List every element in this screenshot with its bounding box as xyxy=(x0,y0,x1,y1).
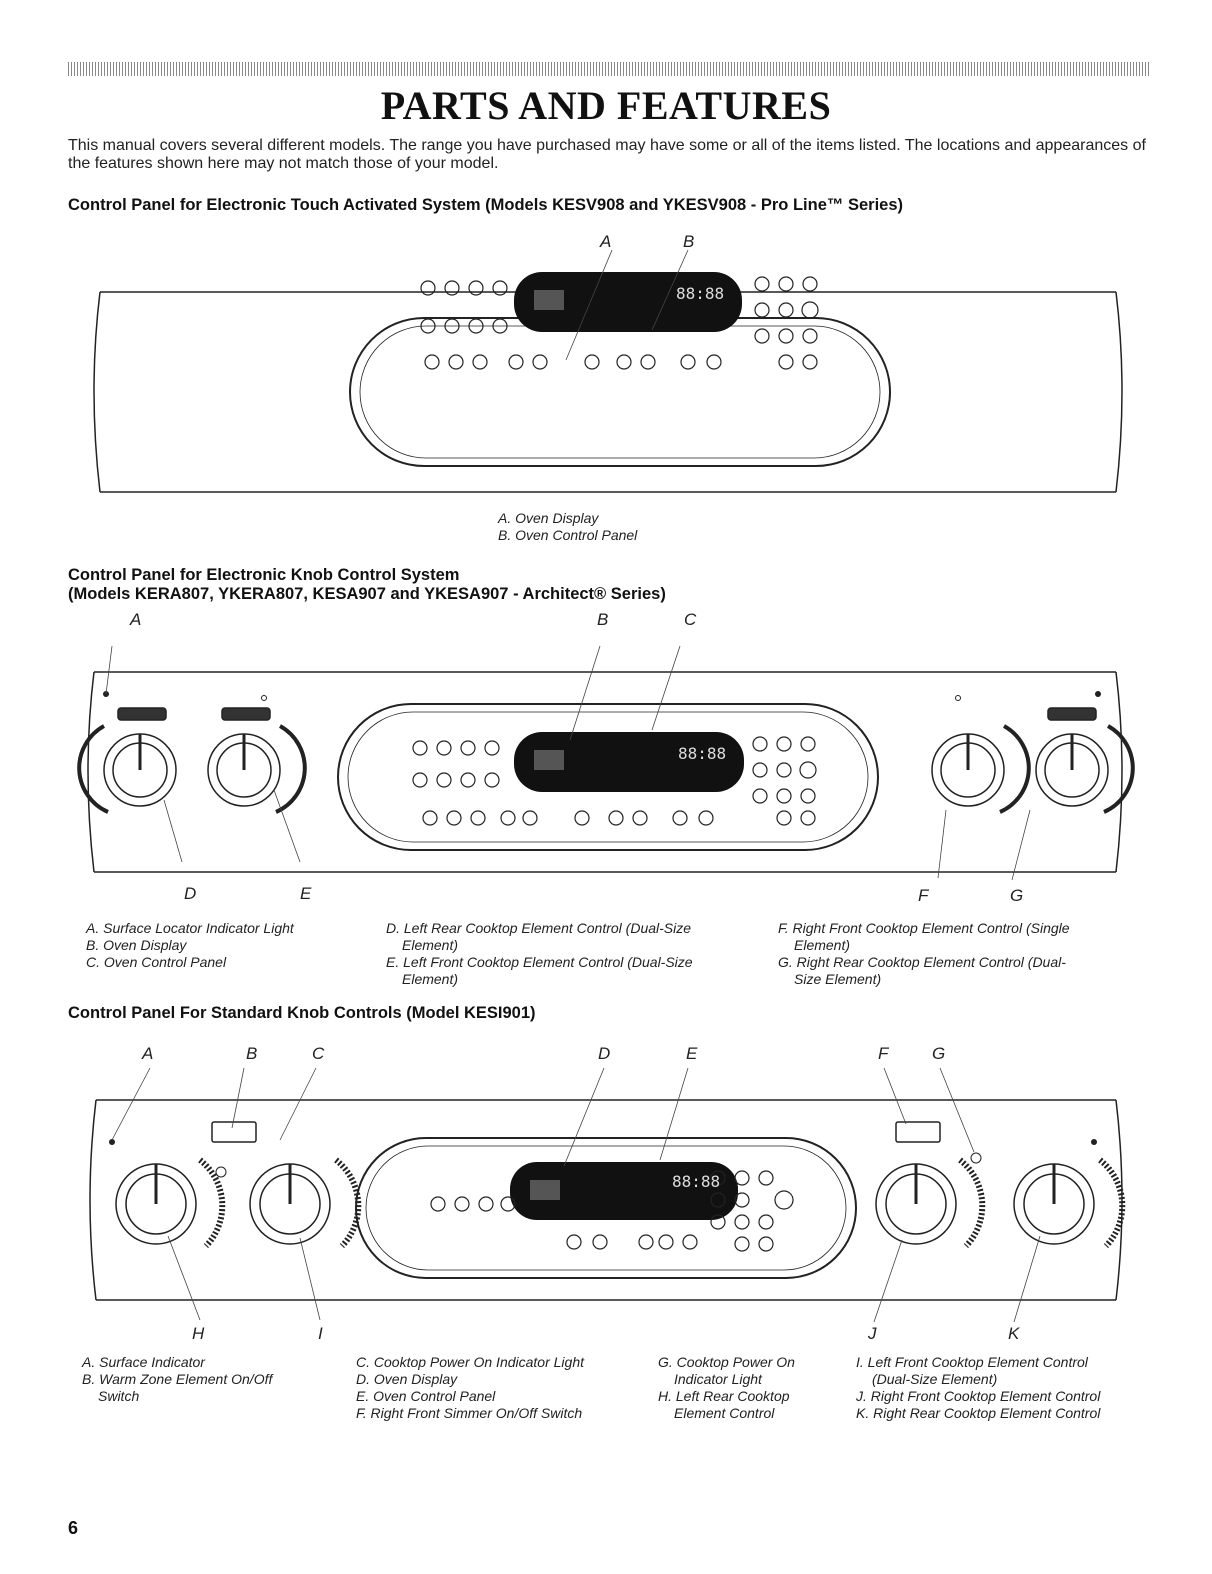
section2-heading-line1: Control Panel for Electronic Knob Control System xyxy=(68,566,460,584)
callout-letter-a: A xyxy=(142,1044,154,1063)
caption-item: Indicator Light xyxy=(674,1371,762,1387)
page-number: 6 xyxy=(68,1518,79,1538)
caption-item: K. Right Rear Cooktop Element Control xyxy=(856,1405,1101,1421)
callout-letter-c: C xyxy=(684,610,697,629)
caption-item: E. Left Front Cooktop Element Control (Dual-Size xyxy=(386,954,693,970)
caption-item: C. Cooktop Power On Indicator Light xyxy=(356,1354,585,1370)
callout-letter-b: B xyxy=(683,232,695,251)
caption-item: B. Warm Zone Element On/Off xyxy=(82,1371,273,1387)
caption-item: Element Control xyxy=(674,1405,775,1421)
section2-captions-col1 xyxy=(86,920,294,971)
caption-item: Element) xyxy=(402,971,459,987)
callout-letter-j: J xyxy=(868,1324,877,1343)
caption-item: B. Oven Display xyxy=(86,937,187,953)
caption-item: C. Oven Control Panel xyxy=(86,954,227,970)
caption-item: A. Oven Display xyxy=(498,510,599,526)
callout-letter-b: B xyxy=(597,610,609,629)
caption-item: D. Left Rear Cooktop Element Control (Dual-Size xyxy=(386,920,692,936)
caption-item: F. Right Front Cooktop Element Control (Single xyxy=(778,920,1070,936)
caption-item: J. Right Front Cooktop Element Control xyxy=(856,1388,1101,1404)
callout-letter-g: G xyxy=(932,1044,946,1063)
section1-heading: Control Panel for Electronic Touch Activated System (Models KESV908 and YKESV908 - Pro Line™ Series) xyxy=(68,196,904,214)
section3-captions-col4 xyxy=(856,1354,1100,1422)
panel2-display-clock: 88:88 xyxy=(678,744,727,763)
section3-captions-col1 xyxy=(82,1354,272,1405)
section3-captions-col3 xyxy=(658,1354,795,1422)
section3-captions-col2 xyxy=(356,1354,584,1422)
callout-letter-g: G xyxy=(1010,886,1024,905)
callout-letter-d: D xyxy=(598,1044,611,1063)
section2-captions-col3 xyxy=(778,920,1070,988)
caption-item: Element) xyxy=(794,937,851,953)
callout-letter-f: F xyxy=(878,1044,889,1063)
section2-heading xyxy=(68,566,666,604)
callout-letter-a: A xyxy=(130,610,142,629)
section2-heading-line2: (Models KERA807, YKERA807, KESA907 and YKESA907 - Architect® Series) xyxy=(68,585,666,603)
caption-item: A. Surface Locator Indicator Light xyxy=(86,920,294,936)
caption-item: G. Right Rear Cooktop Element Control (Dual- xyxy=(778,954,1066,970)
caption-item: I. Left Front Cooktop Element Control xyxy=(856,1354,1088,1370)
caption-item: Size Element) xyxy=(794,971,882,987)
caption-item: F. Right Front Simmer On/Off Switch xyxy=(356,1405,583,1421)
section3-heading: Control Panel For Standard Knob Controls (Model KESI901) xyxy=(68,1004,536,1022)
panel2-indicator-dots xyxy=(103,691,1101,701)
caption-item: E. Oven Control Panel xyxy=(356,1388,496,1404)
caption-item: H. Left Rear Cooktop xyxy=(658,1388,790,1404)
callout-letter-b: B xyxy=(246,1044,258,1063)
panel1-display-clock: 88:88 xyxy=(676,284,725,303)
callout-letter-a: A xyxy=(600,232,612,251)
callout-letter-i: I xyxy=(318,1324,323,1343)
caption-item: G. Cooktop Power On xyxy=(658,1354,795,1370)
caption-item: Switch xyxy=(98,1388,140,1404)
caption-item: A. Surface Indicator xyxy=(82,1354,205,1370)
callout-letter-f: F xyxy=(918,886,929,905)
callout-letter-e: E xyxy=(300,884,312,903)
callout-letter-h: H xyxy=(192,1324,205,1343)
callout-letter-c: C xyxy=(312,1044,325,1063)
section1-captions xyxy=(498,510,637,544)
panel3-display xyxy=(510,1162,738,1220)
page-title: PARTS AND FEATURES xyxy=(380,83,832,128)
section2-captions-col2 xyxy=(386,920,693,988)
caption-item: D. Oven Display xyxy=(356,1371,458,1387)
callout-letter-d: D xyxy=(184,884,197,903)
caption-item: (Dual-Size Element) xyxy=(872,1371,998,1387)
caption-item: Element) xyxy=(402,937,459,953)
caption-item: B. Oven Control Panel xyxy=(498,527,638,543)
callout-letter-e: E xyxy=(686,1044,698,1063)
panel3-display-clock: 88:88 xyxy=(672,1172,721,1191)
intro-paragraph: This manual covers several different models. The range you have purchased may have some or all of the items listed. The locations and appearances of the features shown here may not match those of your model. xyxy=(68,137,1146,172)
callout-letter-k: K xyxy=(1008,1324,1020,1343)
